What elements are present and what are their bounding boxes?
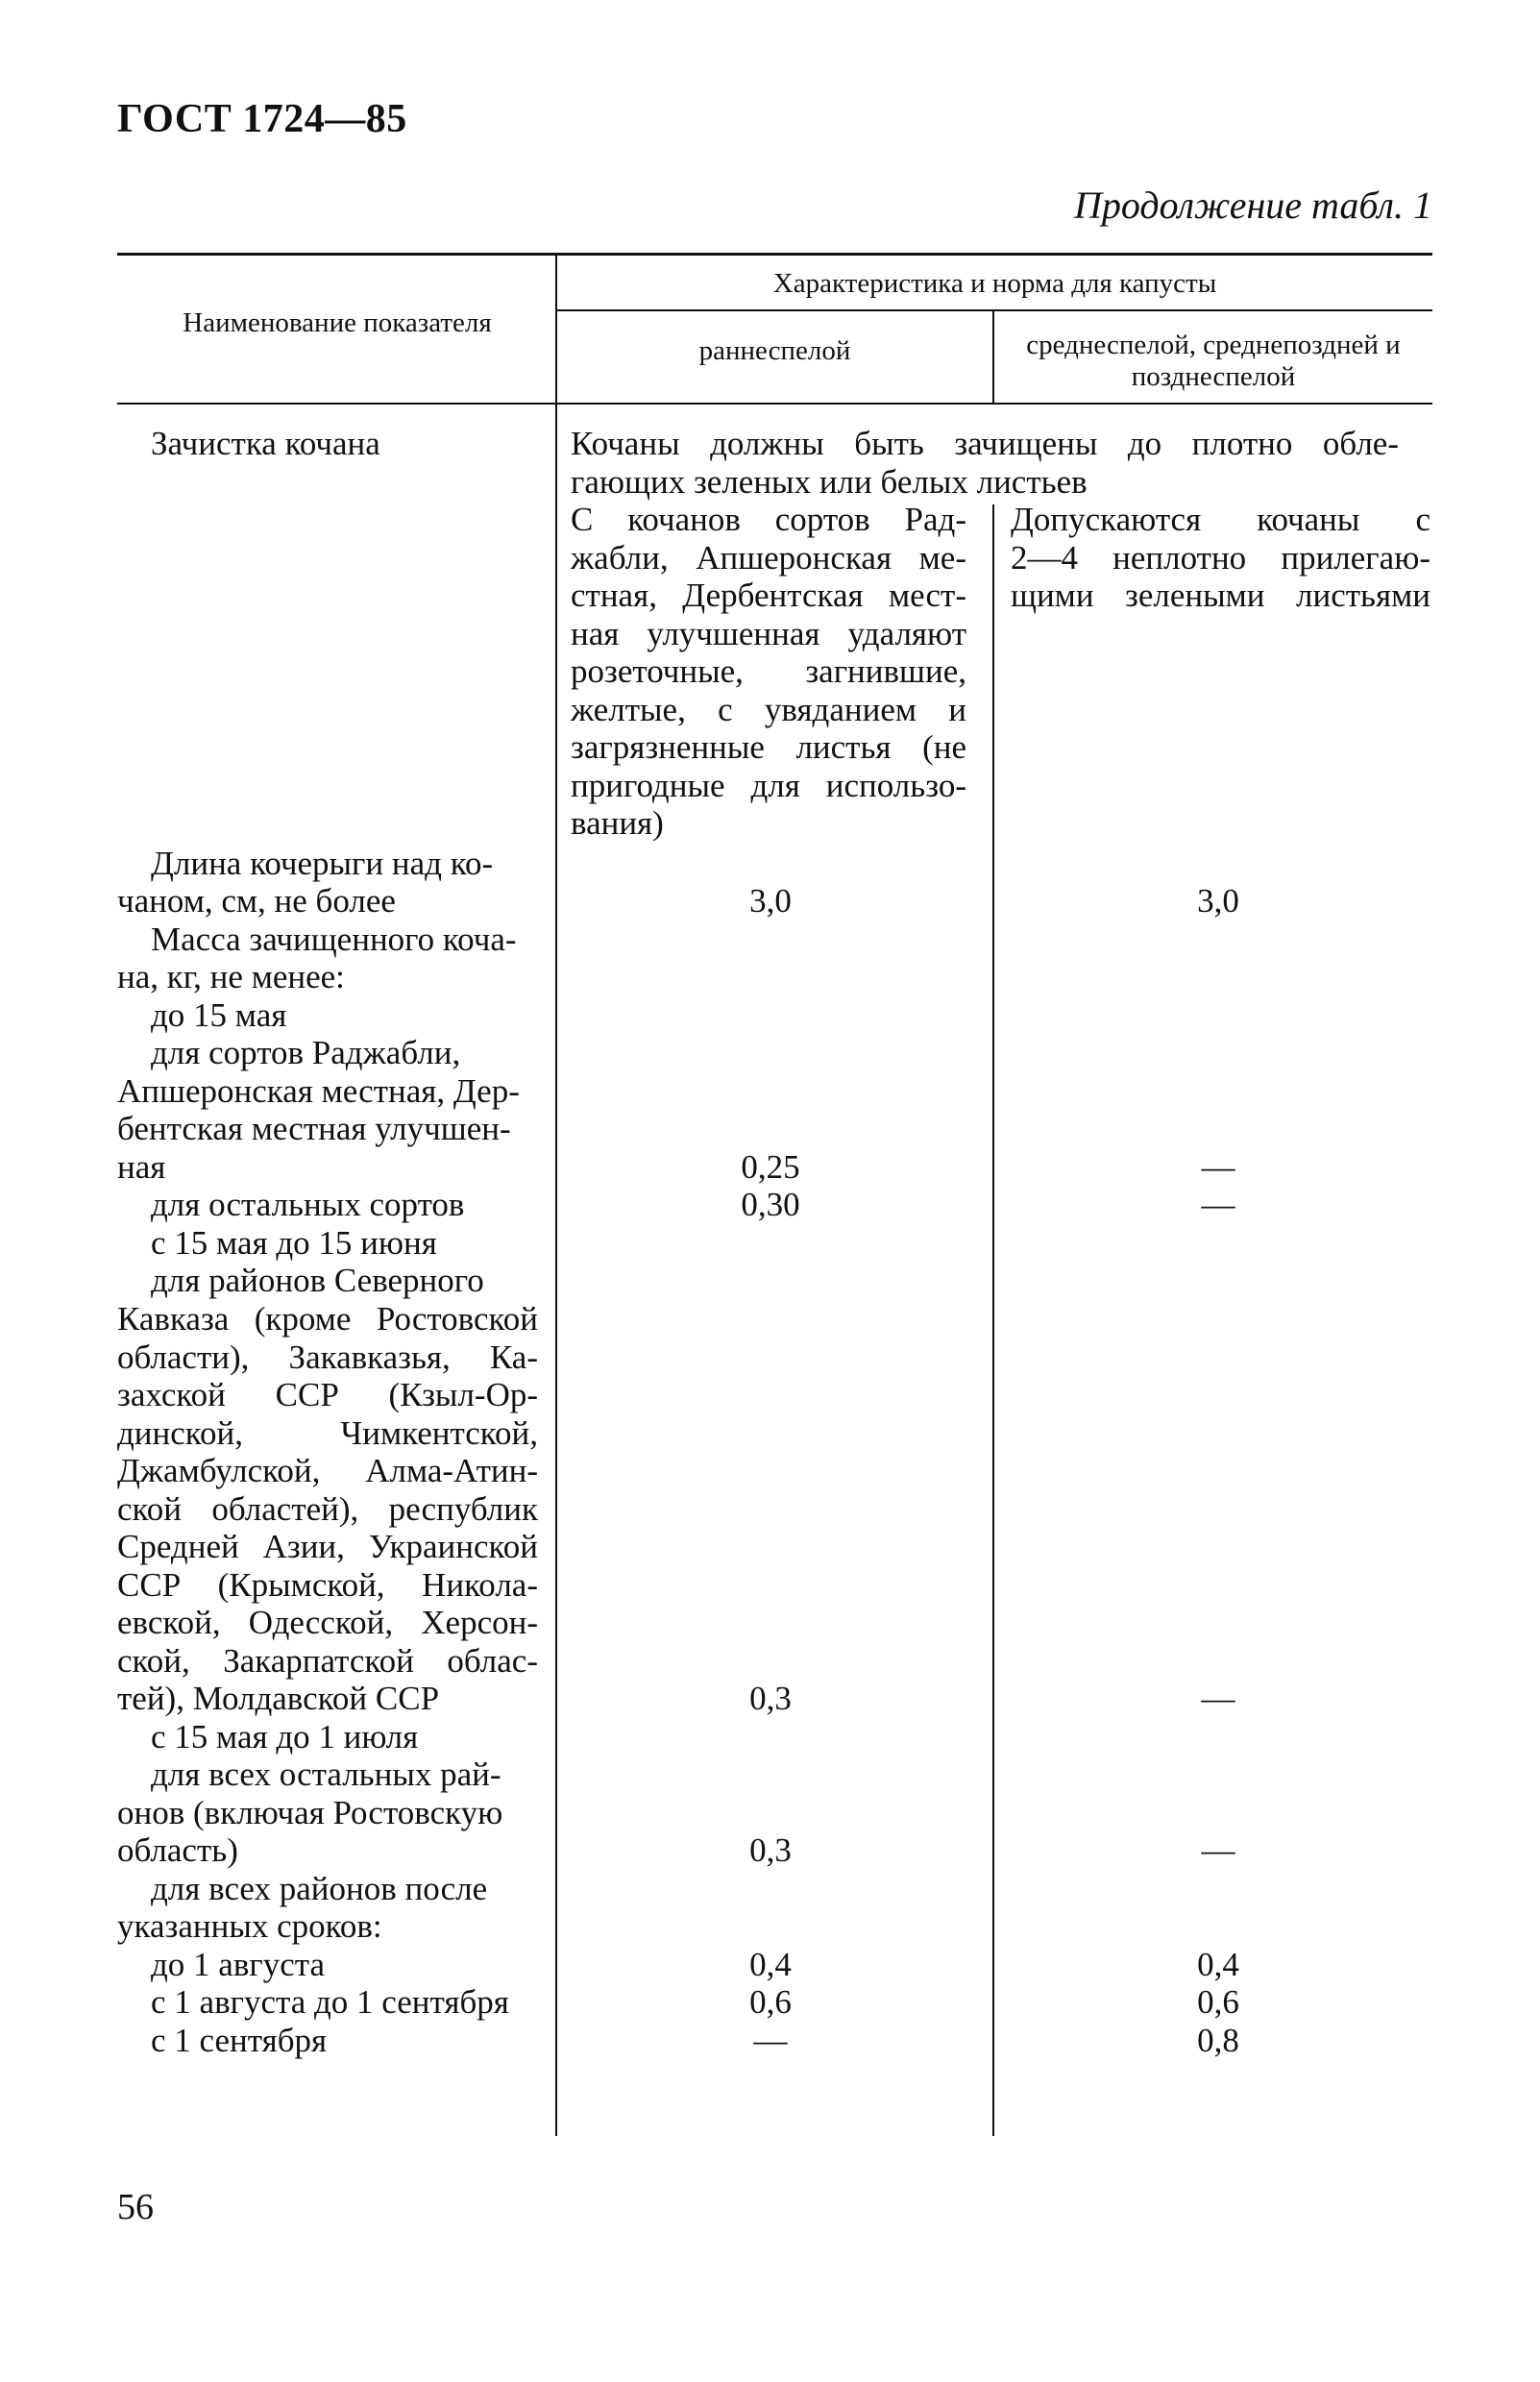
regions-line: динской, Чимкентской, bbox=[117, 1413, 538, 1452]
cleaning-early-line: загрязненные листья (не bbox=[571, 728, 966, 766]
table-continuation-caption: Продолжение табл. 1 bbox=[1073, 184, 1432, 227]
regions-line: области), Закавказья, Ка- bbox=[117, 1338, 538, 1376]
value-aug1-early: 0,4 bbox=[749, 1946, 792, 1983]
regions-line: захской ССР (Кзыл-Ор- bbox=[117, 1376, 538, 1413]
regions-line: Кавказа (кроме Ростовской bbox=[117, 1300, 538, 1338]
regions-line: ССР (Крымской, Никола- bbox=[117, 1565, 538, 1604]
period-aug1-sep1: с 1 августа до 1 сентября bbox=[151, 1983, 509, 2021]
regions-line: ской областей), республик bbox=[117, 1489, 538, 1528]
row-label-stalk-length: Длина кочерыги над ко- bbox=[151, 845, 494, 882]
cleaning-early-line: пригодные для использо- bbox=[571, 766, 966, 804]
cleaning-mid-late-text bbox=[1011, 501, 1430, 615]
varieties-label-cont: Апшеронская местная, Дер- bbox=[117, 1072, 520, 1110]
value-all-other-early: 0,3 bbox=[749, 1831, 792, 1869]
varieties-label-cont: ная bbox=[117, 1148, 166, 1186]
header-characteristic-group: Характеристика и норма для капусты bbox=[772, 268, 1217, 299]
regions-line: тей), Молдавской ССР bbox=[117, 1680, 440, 1717]
other-varieties-label: для остальных сортов bbox=[151, 1186, 465, 1223]
value-stalk-early: 3,0 bbox=[749, 882, 792, 920]
cleaning-early-line: стная, Дербентская мест- bbox=[571, 577, 966, 614]
table-top-rule bbox=[117, 253, 1432, 256]
column-divider-body bbox=[992, 504, 994, 2136]
cleaning-early-line: ная улучшенная удаляют bbox=[571, 614, 966, 652]
value-regions-mid-late: — bbox=[1201, 1680, 1235, 1717]
cleaning-common-line: Кочаны должны быть зачищены до плотно обле- bbox=[571, 425, 1399, 462]
document-code: ГОСТ 1724—85 bbox=[117, 97, 407, 141]
header-early-ripening: раннеспелой bbox=[698, 335, 851, 366]
period-until-aug1: до 1 августа bbox=[151, 1946, 326, 1983]
cleaning-mid-line: щими зелеными листьями bbox=[1011, 577, 1430, 614]
period-may15-july1: с 15 мая до 1 июля bbox=[151, 1718, 419, 1756]
regions-label-body bbox=[117, 1300, 538, 1718]
group-header-rule bbox=[557, 309, 1432, 311]
cleaning-common-requirement bbox=[571, 425, 1399, 463]
value-other-early: 0,30 bbox=[741, 1186, 800, 1223]
value-sep-early: — bbox=[753, 2022, 788, 2059]
page-number: 56 bbox=[117, 2187, 154, 2227]
period-until-may15: до 15 мая bbox=[151, 996, 287, 1034]
cleaning-early-line: розеточные, загнившие, bbox=[571, 652, 966, 690]
all-other-regions-label-cont: онов (включая Ростовскую bbox=[117, 1794, 503, 1831]
all-other-regions-label: для всех остальных рай- bbox=[151, 1756, 501, 1793]
header-indicator-name: Наименование показателя bbox=[183, 307, 492, 338]
value-aug1-mid-late: 0,4 bbox=[1197, 1946, 1239, 1983]
regions-line: Джамбулской, Алма-Атин- bbox=[117, 1452, 538, 1489]
header-bottom-rule bbox=[117, 403, 1432, 405]
value-sep-mid-late: 0,8 bbox=[1197, 2022, 1239, 2059]
row-label-cleaning: Зачистка кочана bbox=[151, 425, 380, 462]
regions-line: ской, Закарпатской облас- bbox=[117, 1641, 538, 1680]
varieties-label-cont: бентская местная улучшен- bbox=[117, 1110, 511, 1147]
cleaning-early-line: желтые, с увяданием и bbox=[571, 690, 966, 728]
regions-line: евской, Одесской, Херсон- bbox=[117, 1604, 538, 1641]
cleaning-common-requirement-cont: гающих зеленых или белых листьев bbox=[571, 463, 1088, 501]
row-label-stalk-length-cont: чаном, см, не более bbox=[117, 882, 396, 920]
cleaning-early-line: жабли, Апшеронская ме- bbox=[571, 538, 966, 577]
row-label-mass: Масса зачищенного коча- bbox=[151, 921, 517, 958]
after-dates-label-cont: указанных сроков: bbox=[117, 1907, 382, 1945]
header-mid-late-ripening bbox=[994, 330, 1432, 393]
cleaning-early-line: С кочанов сортов Рад- bbox=[571, 501, 966, 538]
cleaning-early-line: вания) bbox=[571, 804, 664, 842]
header-mid-late-line: среднеспелой, среднепоздней и bbox=[1026, 330, 1401, 360]
row-label-mass-cont: на, кг, не менее: bbox=[117, 958, 345, 995]
column-divider-indicator bbox=[555, 253, 557, 2136]
value-other-mid-late: — bbox=[1201, 1186, 1235, 1223]
value-varieties-early: 0,25 bbox=[741, 1148, 800, 1186]
header-mid-late-line: позднеспелой bbox=[1131, 361, 1296, 392]
regions-label: для районов Северного bbox=[151, 1262, 484, 1299]
after-dates-label: для всех районов после bbox=[151, 1870, 488, 1907]
regions-line: Средней Азии, Украинской bbox=[117, 1528, 538, 1565]
value-aug-sep-mid-late: 0,6 bbox=[1197, 1983, 1239, 2021]
all-other-regions-label-cont: область) bbox=[117, 1831, 238, 1869]
period-from-sep1: с 1 сентября bbox=[151, 2022, 328, 2059]
cleaning-mid-line: 2—4 неплотно прилегаю- bbox=[1011, 538, 1430, 577]
value-aug-sep-early: 0,6 bbox=[749, 1983, 792, 2021]
value-regions-early: 0,3 bbox=[749, 1680, 792, 1717]
varieties-label: для сортов Раджабли, bbox=[151, 1034, 461, 1071]
period-may15-june15: с 15 мая до 15 июня bbox=[151, 1224, 437, 1262]
cleaning-early-text bbox=[571, 501, 966, 843]
value-varieties-mid-late: — bbox=[1201, 1148, 1235, 1186]
cleaning-mid-line: Допускаются кочаны с bbox=[1011, 501, 1430, 538]
value-stalk-mid-late: 3,0 bbox=[1197, 882, 1239, 920]
value-all-other-mid-late: — bbox=[1201, 1831, 1235, 1869]
